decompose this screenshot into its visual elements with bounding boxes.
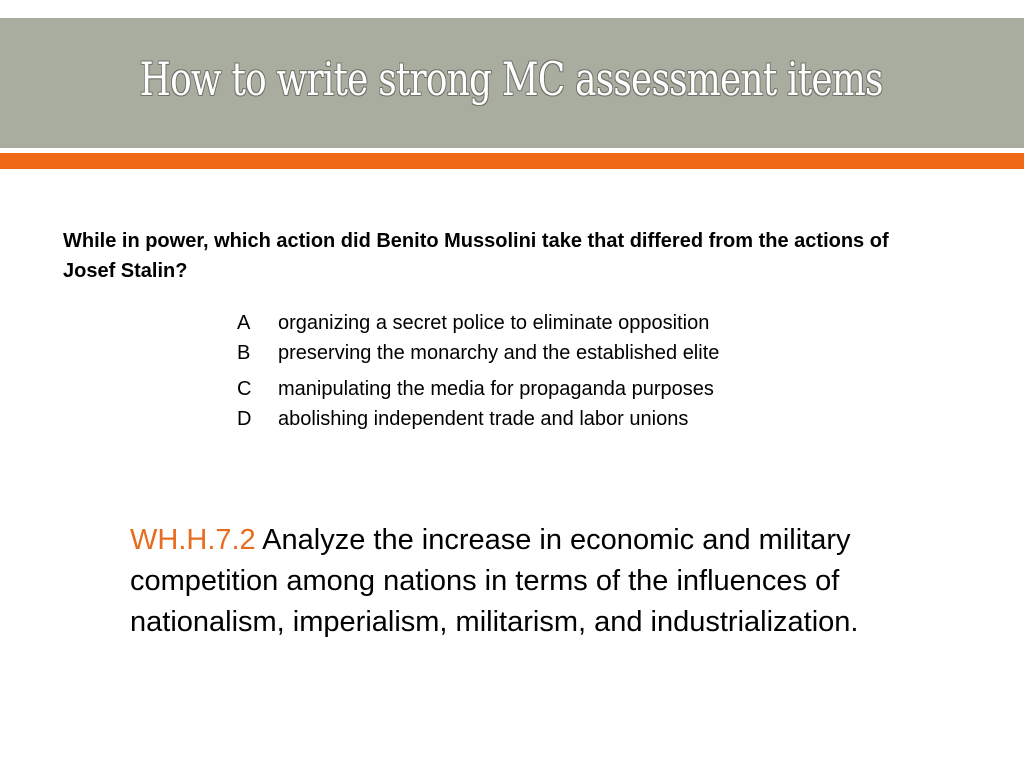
option-text: preserving the monarchy and the established elite xyxy=(278,342,720,364)
option-letter: A xyxy=(237,312,251,334)
option-text: abolishing independent trade and labor unions xyxy=(278,408,689,430)
option-letter: D xyxy=(237,408,252,430)
accent-divider xyxy=(0,153,1024,169)
standard-text: Analyze the increase in economic and military competition among nations in terms of the influences of nationalism, imperialism, militarism, and industrialization. xyxy=(130,524,859,638)
option-b xyxy=(237,339,719,369)
option-text: manipulating the media for propaganda purposes xyxy=(278,378,714,400)
question-stem: While in power, which action did Benito Mussolini take that differed from the actions of Josef Stalin? xyxy=(63,230,889,282)
option-text: organizing a secret police to eliminate opposition xyxy=(278,312,710,334)
option-c xyxy=(237,375,719,405)
answer-options xyxy=(237,309,719,435)
standard-statement xyxy=(130,520,900,643)
option-letter: C xyxy=(237,378,252,400)
option-a xyxy=(237,309,719,339)
option-letter: B xyxy=(237,342,251,364)
standard-code: WH.H.7.2 xyxy=(130,524,256,556)
slide-title: How to write strong MC assessment items xyxy=(139,52,883,106)
option-d xyxy=(237,405,719,435)
